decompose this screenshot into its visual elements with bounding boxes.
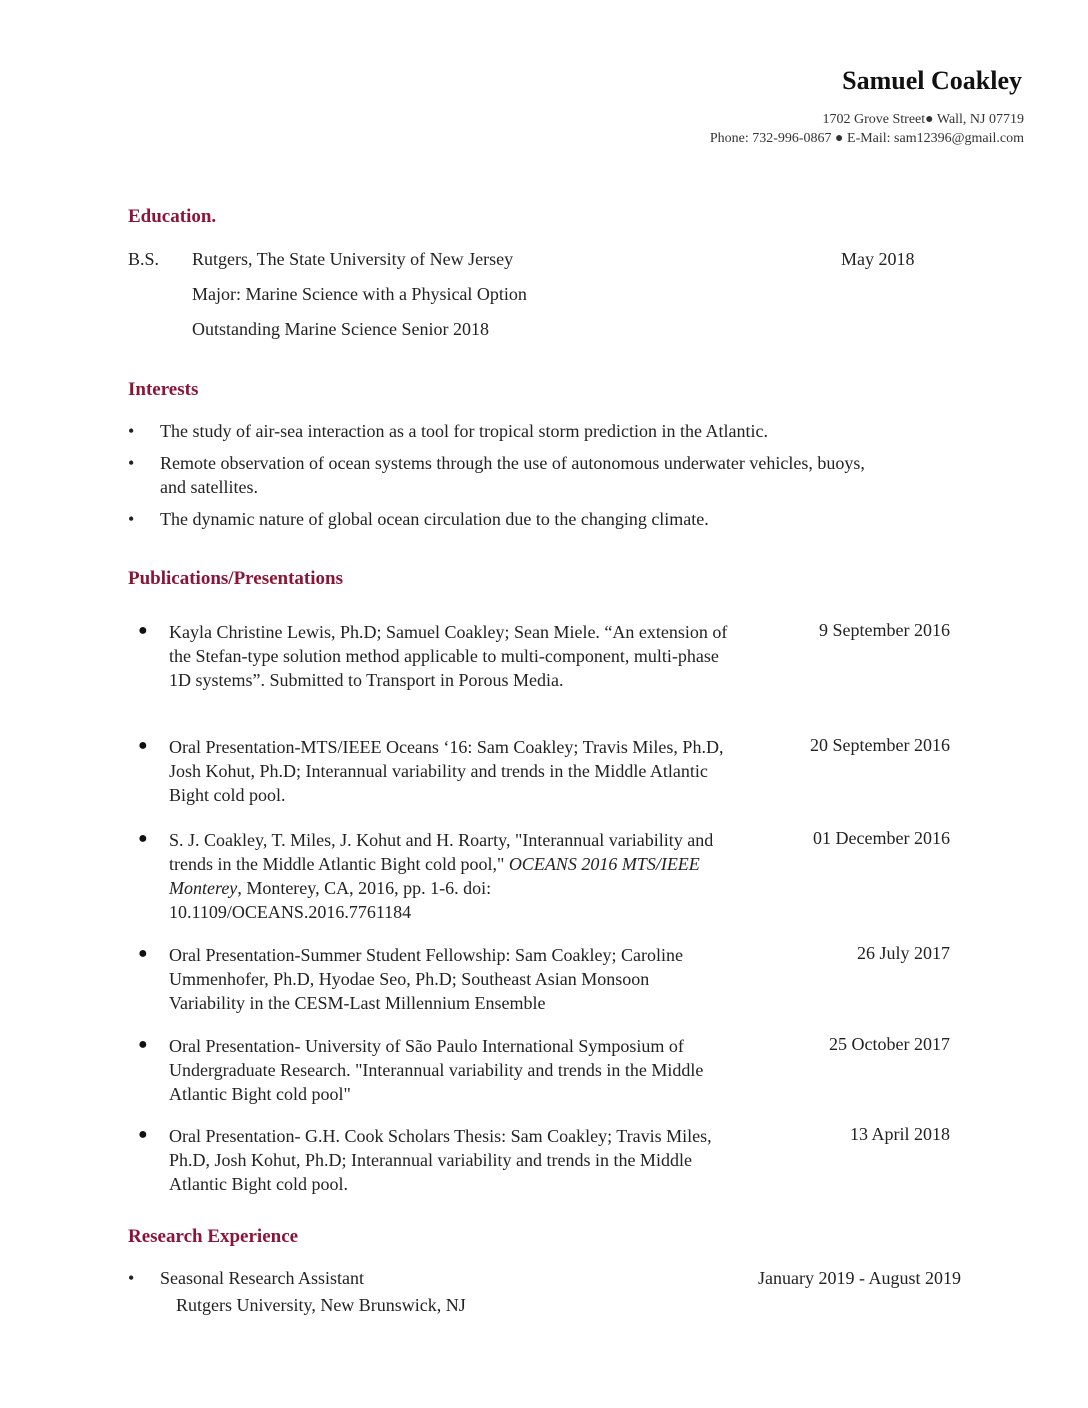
bullet-icon: ● [138, 622, 148, 639]
bullet-icon: ● [138, 1036, 148, 1053]
publication-entry: Kayla Christine Lewis, Ph.D; Samuel Coakley; Sean Miele. “An extension of the Stefan-type solution method applicable to multi-component, multi-phase 1D systems”. Submitted to Transport in Porous Media. [169, 622, 728, 690]
bullet-icon: ● [138, 1126, 148, 1143]
interest-item: Remote observation of ocean systems through the use of autonomous underwater vehicles, buoys, [160, 453, 865, 473]
publication-venue: OCEANS 2016 MTS/IEEE Monterey [169, 854, 700, 898]
bullet-icon: ● [138, 737, 148, 754]
section-heading-research: Research Experience [128, 1226, 299, 1247]
publication-date: 25 October 2017 [829, 1034, 950, 1054]
job-location: Rutgers University, New Brunswick, NJ [176, 1295, 466, 1315]
section-heading-education: Education. [128, 206, 217, 227]
contact-phone-email: Phone: 732-996-0867 ● E-Mail: sam12396@gmail.com [709, 131, 1024, 146]
publication-entry: Oral Presentation- G.H. Cook Scholars Thesis: Sam Coakley; Travis Miles, Ph.D, Josh Kohut, Ph.D; Interannual variability and trends in the Middle Atlantic Bight cold pool. [169, 1126, 712, 1194]
bullet-icon: • [128, 453, 135, 473]
bullet-icon: ● [138, 830, 148, 847]
interest-item: The study of air-sea interaction as a tool for tropical storm prediction in the Atlantic. [160, 421, 768, 441]
bullet-icon: • [128, 421, 135, 441]
publication-entry: Oral Presentation-MTS/IEEE Oceans ‘16: Sam Coakley; Travis Miles, Ph.D, Josh Kohut, Ph.D; Interannual variability and trends in the Middle Atlantic Bight cold pool. [169, 737, 724, 805]
publication-date: 26 July 2017 [856, 943, 950, 963]
publication-date: 01 December 2016 [813, 828, 950, 848]
honor: Outstanding Marine Science Senior 2018 [192, 319, 489, 339]
publication-text: S. J. Coakley, T. Miles, J. Kohut and H. Roarty, "Interannual variability and trends in the Middle Atlantic Bight cold pool," [169, 830, 714, 874]
publication-entry: Oral Presentation- University of São Paulo International Symposium of Undergraduate Research. "Interannual variability and trends in the Middle Atlantic Bight cold pool" [169, 1036, 704, 1104]
graduation-date: May 2018 [841, 249, 915, 269]
job-dates: January 2019 - August 2019 [758, 1268, 961, 1288]
publication-date: 20 September 2016 [810, 735, 950, 755]
school-name: Rutgers, The State University of New Jersey [192, 249, 514, 269]
degree: B.S. [128, 249, 160, 269]
publication-entry [169, 828, 729, 924]
section-heading-interests: Interests [128, 379, 199, 400]
publication-entry: Oral Presentation-Summer Student Fellowship: Sam Coakley; Caroline Ummenhofer, Ph.D, Hyodae Seo, Ph.D; Southeast Asian Monsoon Variability in the CESM-Last Millennium Ensemble [169, 945, 683, 1013]
bullet-icon: ● [138, 945, 148, 962]
publication-date: 13 April 2018 [849, 1124, 950, 1144]
major: Major: Marine Science with a Physical Option [192, 284, 527, 304]
resume-name: Samuel Coakley [842, 66, 1022, 95]
interest-item: The dynamic nature of global ocean circulation due to the changing climate. [160, 509, 709, 529]
bullet-icon: • [128, 1268, 135, 1288]
publication-text-end: , Monterey, CA, 2016, pp. 1-6. doi: 10.1109/OCEANS.2016.7761184 [169, 878, 492, 922]
bullet-icon: • [128, 509, 135, 529]
contact-address: 1702 Grove Street● Wall, NJ 07719 [822, 112, 1024, 127]
section-heading-publications: Publications/Presentations [128, 568, 343, 589]
interest-item-continuation: and satellites. [160, 477, 258, 497]
publication-date: 9 September 2016 [819, 620, 950, 640]
job-title: Seasonal Research Assistant [160, 1268, 364, 1288]
